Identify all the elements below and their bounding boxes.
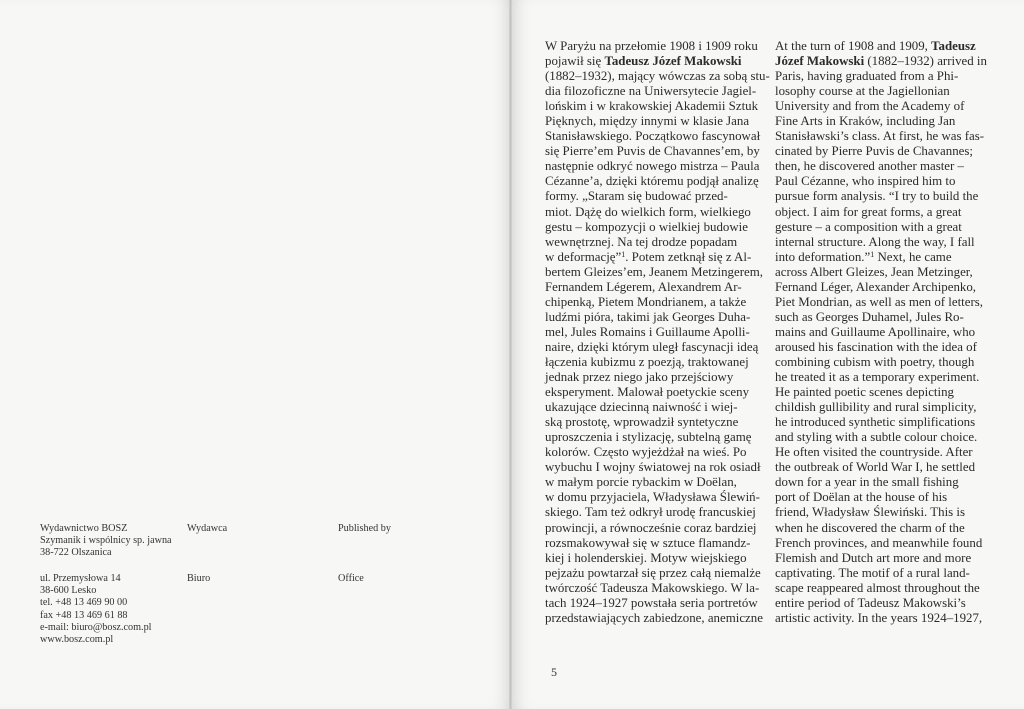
office-line: tel. +48 13 469 90 00 [40,597,128,609]
text-line [545,400,770,415]
text-segment: bertem Gleizes’em, Jeanem Metzingerem, [545,264,763,279]
text-line [775,250,987,265]
text-segment: Pięknych, między innymi w klasie Jana [545,114,750,129]
text-segment: mel, Jules Romains i Guillaume Apolli- [545,324,750,339]
text-segment: wybuchu I wojny światowej na rok osiadł [545,460,761,475]
text-segment: Stanisławski’s class. At first, he was fas- [775,129,985,144]
text-segment: Cézanne’a, dzięki któremu podjął analizę [545,174,759,189]
text-segment: następnie odkryć nowego mistrza – Paula [545,159,760,174]
text-line [775,220,987,235]
text-line [545,114,770,129]
office-label-en: Office [338,573,364,584]
text-segment: Flemish and Dutch art more and more [775,550,972,565]
text-line [775,280,987,295]
publisher-line: Szymanik i wspólnicy sp. jawna [40,535,172,547]
text-segment: W Paryżu na przełomie 1908 i 1909 roku [545,39,758,53]
text-line [545,69,770,84]
text-segment: At the turn of 1908 and 1909, [775,39,932,53]
text-line [545,596,770,611]
text-line [775,340,987,355]
english-text-column [775,39,987,626]
text-segment: (1882–1932), mający wówczas za sobą stu- [545,69,770,84]
text-segment: Next, he came [874,249,952,264]
text-line [775,129,987,144]
text-segment: prowincji, a równocześnie coraz bardziej [545,520,757,535]
text-line [775,505,987,520]
text-segment: łączenia kubizmu z poezją, traktowanej [545,354,749,369]
text-segment: losophy course at the Jagiellonian [775,84,950,99]
office-line: fax +48 13 469 61 88 [40,609,128,621]
text-line [545,445,770,460]
text-line [545,39,770,54]
text-line [775,355,987,370]
text-segment: wewnętrznej. Na tej drodze popadam [545,234,738,249]
text-segment: dia filozoficzne na Uniwersytecie Jagiel- [545,84,757,99]
text-segment: He painted poetic scenes depicting [775,385,954,400]
office-line: 38-600 Lesko [40,585,97,597]
text-segment: twórczość Tadeusza Makowskiego. W la- [545,580,760,595]
text-line [545,430,770,445]
office-address [40,573,152,646]
text-segment: Stanisławskiego. Początkowo fascynował [545,129,761,144]
text-line [775,415,987,430]
text-line [545,370,770,385]
text-line [775,325,987,340]
text-line [545,475,770,490]
text-segment: skiego. Tam też odkrył urodę francuskiej [545,505,756,520]
text-segment: jednak przez niego jako przejściowy [545,370,734,385]
text-segment: across Albert Gleizes, Jean Metzinger, [775,264,973,279]
text-line [545,325,770,340]
text-segment: Paul Cézanne, who inspired him to [775,174,956,189]
text-segment: and styling with a subtle colour choice. [775,430,978,445]
text-line [545,144,770,159]
text-segment: He often visited the countryside. After [775,445,973,460]
text-line [545,84,770,99]
text-segment: gesture – a composition with a great [775,219,962,234]
text-segment: University and from the Academy of [775,99,965,114]
text-line [545,490,770,505]
text-segment: such as Georges Duhamel, Jules Ro- [775,309,964,324]
publisher-label-en: Published by [338,523,391,534]
text-line [545,340,770,355]
left-page [0,0,511,709]
text-line [775,536,987,551]
office-website: www.bosz.com.pl [40,634,114,646]
text-line [775,84,987,99]
text-segment: captivating. The motif of a rural land- [775,565,970,580]
text-segment: się Pierre’em Puvis de Chavannes’em, by [545,144,760,159]
office-label-pl: Biuro [187,573,211,584]
text-segment: (1882–1932) arrived in [864,54,987,69]
text-line [775,370,987,385]
text-segment: object. I aim for great forms, a great [775,204,962,219]
text-segment: formy. „Staram się budować przed- [545,189,728,204]
text-segment: eksperyment. Malował poetyckie sceny [545,385,750,400]
text-line [775,69,987,84]
text-line [545,536,770,551]
text-segment: Fine Arts in Kraków, including Jan [775,114,956,129]
text-segment: cinated by Pierre Puvis de Chavannes; [775,144,973,159]
text-segment: artistic activity. In the years 1924–1927, [775,610,983,625]
text-segment: Paris, having graduated from a Phi- [775,69,959,84]
text-line [775,521,987,536]
text-line [775,596,987,611]
text-segment: he treated it as a temporary experiment. [775,370,980,385]
text-line [545,551,770,566]
text-segment: down for a year in the small fishing [775,475,959,490]
text-segment: port of Doëlan at the house of his [775,490,948,505]
text-line [545,54,770,69]
text-line [545,159,770,174]
text-line [545,235,770,250]
text-line [545,415,770,430]
text-segment: ukazujące dziecinną naiwność i wiej- [545,400,738,415]
text-line [545,355,770,370]
text-line [775,490,987,505]
text-segment: uproszczenia i stylizację, subtelną gamę [545,430,752,445]
polish-text-column [545,39,770,626]
text-line [545,611,770,626]
text-line [545,174,770,189]
office-line: ul. Przemysłowa 14 [40,573,121,584]
text-segment: combining cubism with poetry, though [775,354,975,369]
footnote-ref: 1 [870,249,875,259]
text-segment: lońskim i w krakowskiej Akademii Sztuk [545,99,759,114]
text-segment: internal structure. Along the way, I fall [775,234,975,249]
text-line [775,159,987,174]
text-line [545,205,770,220]
text-line [775,475,987,490]
publisher-address [40,523,172,560]
text-line [775,295,987,310]
text-line [775,581,987,596]
text-line [775,235,987,250]
text-segment: Piet Mondrian, as well as men of letters, [775,294,983,309]
text-line [775,39,987,54]
text-segment: pejzażu powtarzał się przez całą niemalże [545,565,761,580]
text-segment: pursue form analysis. “I try to build the [775,189,979,204]
text-line [545,99,770,114]
text-segment: then, he discovered another master – [775,159,964,174]
text-line [545,280,770,295]
text-segment: aroused his fascination with the idea of [775,339,977,354]
text-segment: childish gullibility and rural simplicity, [775,400,977,415]
text-line [545,521,770,536]
text-line [775,385,987,400]
text-segment: when he discovered the charm of the [775,520,965,535]
text-segment: pojawił się [545,54,605,69]
text-line [545,385,770,400]
text-segment: w deformację” [545,249,622,264]
text-line [775,189,987,204]
text-line [775,445,987,460]
footnote-ref: 1 [621,249,626,259]
text-line [545,460,770,475]
author-name: Tadeusz [931,39,976,53]
text-segment: przedstawiających zabiedzone, anemiczne [545,610,763,625]
text-line [775,460,987,475]
page-number: 5 [551,665,557,679]
text-line [775,611,987,626]
text-line [545,220,770,235]
text-segment: rozsmakowywał się w sztuce flamandz- [545,535,751,550]
text-line [545,265,770,280]
publisher-line: 38-722 Olszanica [40,547,112,559]
text-line [775,144,987,159]
text-line [545,310,770,325]
text-segment: . Potem zetknął się z Al- [625,249,752,264]
text-line [545,295,770,310]
text-segment: kiej i holenderskiej. Motyw wiejskiego [545,550,747,565]
text-segment: the outbreak of World War I, he settled [775,460,976,475]
text-segment: miot. Dążę do wielkich form, wielkiego [545,204,751,219]
text-segment: Fernand Léger, Alexander Archipenko, [775,279,977,294]
text-segment: scape reappeared almost throughout the [775,580,980,595]
text-line [545,250,770,265]
text-segment: Fernandem Légerem, Alexandrem Ar- [545,279,742,294]
text-line [545,129,770,144]
text-line [545,505,770,520]
text-line [775,205,987,220]
text-line [775,54,987,69]
text-segment: mains and Guillaume Apollinaire, who [775,324,976,339]
text-line [775,566,987,581]
text-line [545,189,770,204]
book-spine [509,0,512,709]
text-segment: w domu przyjaciela, Władysława Ślewiń- [545,490,760,505]
text-line [545,581,770,596]
text-segment: chipenką, Pietem Mondrianem, a także [545,294,747,309]
text-segment: ludźmi pióra, takimi jak Georges Duha- [545,309,751,324]
text-line [775,430,987,445]
office-email: e-mail: biuro@bosz.com.pl [40,621,152,633]
text-line [545,566,770,581]
publisher-line: Wydawnictwo BOSZ [40,523,128,534]
text-line [775,114,987,129]
text-segment: friend, Władysław Ślewiński. This is [775,505,966,520]
text-line [775,174,987,189]
text-segment: tach 1924–1927 powstała seria portretów [545,595,758,610]
author-name: Józef Makowski [775,54,865,69]
text-line [775,400,987,415]
text-segment: gestu – kompozycji o wielkiej budowie [545,219,748,234]
text-segment: w małym porcie rybackim w Doëlan, [545,475,737,490]
text-segment: into deformation.” [775,249,871,264]
text-segment: he introduced synthetic simplifications [775,415,976,430]
text-line [775,99,987,114]
text-line [775,310,987,325]
publisher-label-pl: Wydawca [187,523,228,534]
text-line [775,551,987,566]
author-name: Tadeusz Józef Makowski [604,54,742,69]
text-segment: kolorów. Często wyjeżdżał na wieś. Po [545,445,747,460]
text-segment: entire period of Tadeusz Makowski’s [775,595,966,610]
text-segment: ską prostotę, wprowadził syntetyczne [545,415,739,430]
text-segment: French provinces, and meanwhile found [775,535,983,550]
text-segment: naire, dzięki którym uległ fascynacji ideą [545,339,759,354]
text-line [775,265,987,280]
